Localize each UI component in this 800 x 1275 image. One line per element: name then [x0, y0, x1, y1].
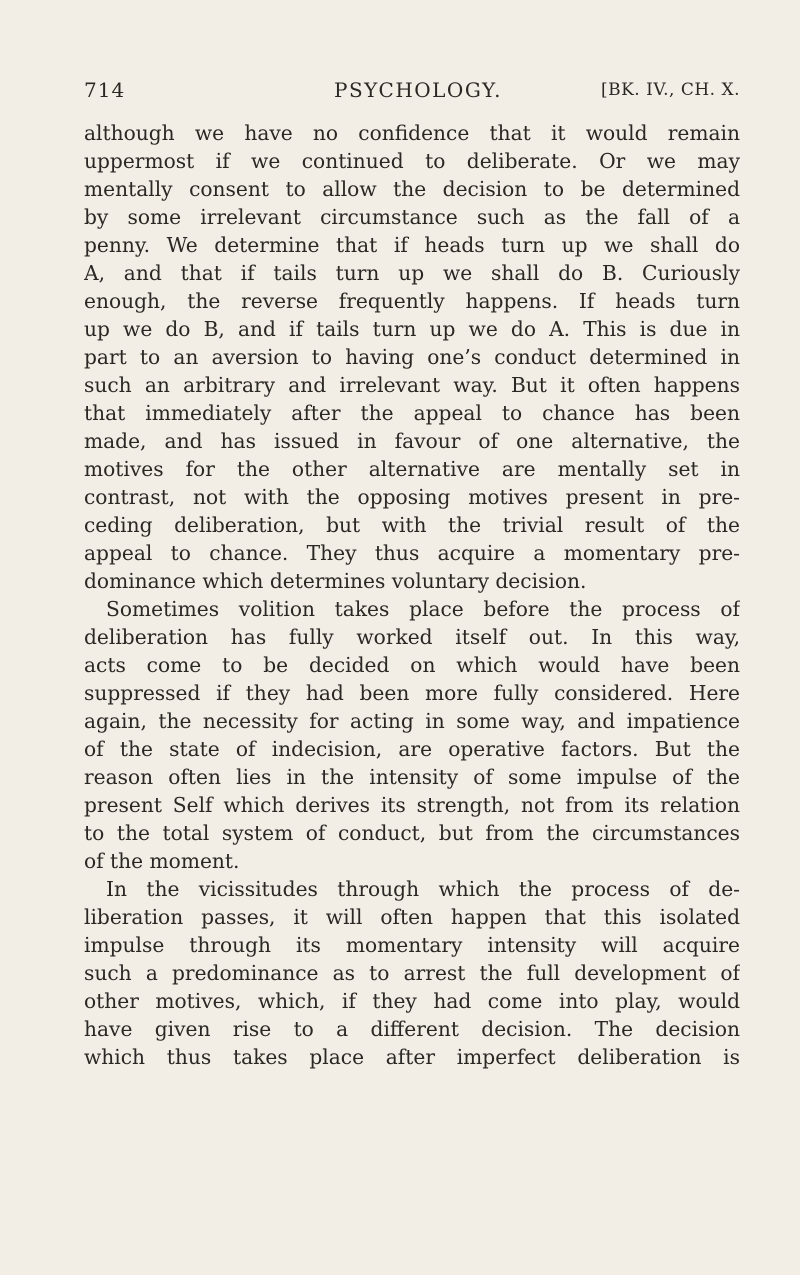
page-number: 714: [84, 78, 126, 102]
text-line: that immediately after the appeal to chance has been: [84, 401, 740, 425]
text-line: have given rise to a different decision. The decision: [84, 1017, 740, 1041]
text-line: ceding deliberation, but with the trivial result of the: [84, 513, 740, 537]
text-line: part to an aversion to having one’s conduct determined in: [84, 345, 740, 369]
text-line: to the total system of conduct, but from the circumstances: [84, 821, 740, 845]
text-line: uppermost if we continued to deliberate. Or we may: [84, 149, 740, 173]
text-line: reason often lies in the intensity of some impulse of the: [84, 765, 740, 789]
body-text: [84, 119, 740, 1071]
text-line: present Self which derives its strength, not from its relation: [84, 793, 740, 817]
text-line: liberation passes, it will often happen that this isolated: [84, 905, 740, 929]
text-line: although we have no confidence that it would remain: [84, 121, 740, 145]
text-line: such an arbitrary and irrelevant way. But it often happens: [84, 373, 740, 397]
text-line: which thus takes place after imperfect deliberation is: [84, 1045, 740, 1069]
text-line: mentally consent to allow the decision to be determined: [84, 177, 740, 201]
text-line: motives for the other alternative are mentally set in: [84, 457, 740, 481]
text-line: penny. We determine that if heads turn up we shall do: [84, 233, 740, 257]
text-line: made, and has issued in favour of one alternative, the: [84, 429, 740, 453]
text-line: such a predominance as to arrest the full development of: [84, 961, 740, 985]
text-line: suppressed if they had been more fully considered. Here: [84, 681, 740, 705]
section-reference: [BK. IV., CH. X.: [600, 80, 740, 100]
text-line: deliberation has fully worked itself out. In this way,: [84, 625, 740, 649]
text-line: A, and that if tails turn up we shall do B. Curiously: [84, 261, 740, 285]
paragraph-last-line: of the moment.: [84, 849, 240, 873]
text-line: appeal to chance. They thus acquire a momentary pre-: [84, 541, 740, 565]
text-line: of the state of indecision, are operative factors. But the: [84, 737, 740, 761]
text-line: acts come to be decided on which would have been: [84, 653, 740, 677]
text-line: contrast, not with the opposing motives present in pre-: [84, 485, 740, 509]
running-title: PSYCHOLOGY.: [334, 78, 502, 102]
text-line: other motives, which, if they had come into play, would: [84, 989, 740, 1013]
text-line: again, the necessity for acting in some way, and impatience: [84, 709, 740, 733]
paragraph-first-line: In the vicissitudes through which the process of de-: [106, 877, 740, 901]
text-line: up we do B, and if tails turn up we do A. This is due in: [84, 317, 740, 341]
text-line: by some irrelevant circumstance such as the fall of a: [84, 205, 740, 229]
paragraph-last-line: dominance which determines voluntary decision.: [84, 569, 587, 593]
text-line: enough, the reverse frequently happens. If heads turn: [84, 289, 740, 313]
running-header: [84, 75, 740, 105]
paragraph-first-line: Sometimes volition takes place before the process of: [106, 597, 740, 621]
text-line: impulse through its momentary intensity will acquire: [84, 933, 740, 957]
